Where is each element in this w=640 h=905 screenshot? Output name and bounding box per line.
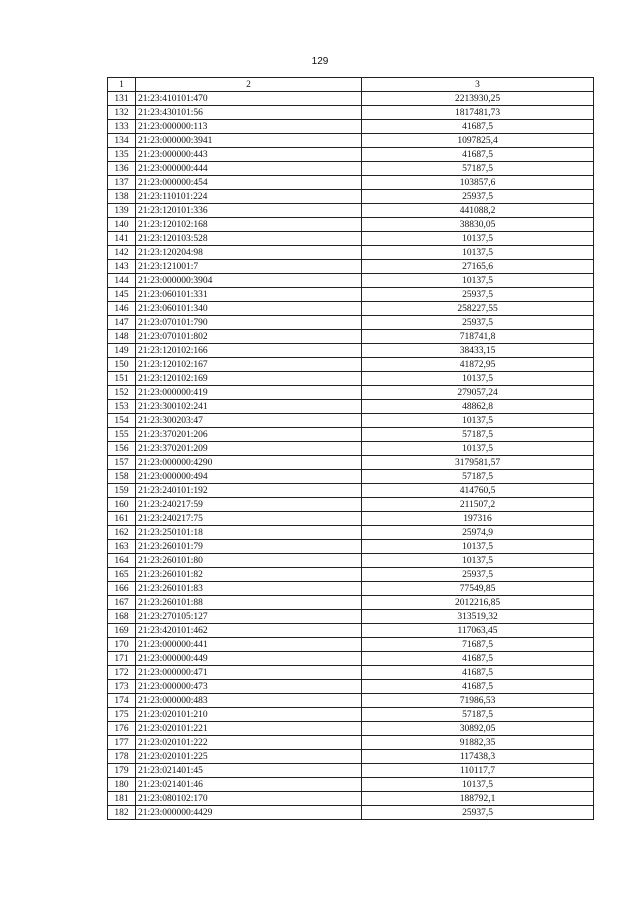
- header-row: [108, 78, 594, 92]
- value-cell: 117438,3: [362, 750, 594, 764]
- cadastral-number-cell: 21:23:080102:170: [136, 792, 362, 806]
- cadastral-number-cell: 21:23:120101:336: [136, 204, 362, 218]
- row-number-cell: 150: [108, 358, 136, 372]
- cadastral-number-cell: 21:23:070101:802: [136, 330, 362, 344]
- value-cell: 10137,5: [362, 554, 594, 568]
- table-row: [108, 176, 594, 190]
- value-cell: 57187,5: [362, 708, 594, 722]
- row-number-cell: 173: [108, 680, 136, 694]
- value-cell: 41687,5: [362, 148, 594, 162]
- table-row: [108, 596, 594, 610]
- table-row: [108, 736, 594, 750]
- cadastral-number-cell: 21:23:021401:46: [136, 778, 362, 792]
- table-row: [108, 400, 594, 414]
- row-number-cell: 132: [108, 106, 136, 120]
- value-cell: 197316: [362, 512, 594, 526]
- value-cell: 25937,5: [362, 190, 594, 204]
- table-row: [108, 260, 594, 274]
- cadastral-number-cell: 21:23:000000:471: [136, 666, 362, 680]
- cadastral-number-cell: 21:23:120102:169: [136, 372, 362, 386]
- row-number-cell: 154: [108, 414, 136, 428]
- table-header: [108, 78, 594, 92]
- row-number-cell: 152: [108, 386, 136, 400]
- row-number-cell: 142: [108, 246, 136, 260]
- table-row: [108, 540, 594, 554]
- row-number-cell: 175: [108, 708, 136, 722]
- cadastral-number-cell: 21:23:410101:470: [136, 92, 362, 106]
- table-row: [108, 190, 594, 204]
- value-cell: 38433,15: [362, 344, 594, 358]
- table-body: [108, 92, 594, 820]
- value-cell: 211507,2: [362, 498, 594, 512]
- table-row: [108, 316, 594, 330]
- value-cell: 25974,9: [362, 526, 594, 540]
- cadastral-number-cell: 21:23:430101:56: [136, 106, 362, 120]
- table-row: [108, 218, 594, 232]
- cadastral-number-cell: 21:23:000000:483: [136, 694, 362, 708]
- cadastral-number-cell: 21:23:260101:79: [136, 540, 362, 554]
- table-row: [108, 106, 594, 120]
- table-row: [108, 442, 594, 456]
- cadastral-number-cell: 21:23:120102:167: [136, 358, 362, 372]
- cadastral-number-cell: 21:23:121001:7: [136, 260, 362, 274]
- row-number-cell: 182: [108, 806, 136, 820]
- value-cell: 91882,35: [362, 736, 594, 750]
- page-number: 129: [311, 56, 329, 67]
- value-cell: 41872,95: [362, 358, 594, 372]
- value-cell: 10137,5: [362, 274, 594, 288]
- value-cell: 10137,5: [362, 372, 594, 386]
- value-cell: 718741,8: [362, 330, 594, 344]
- value-cell: 441088,2: [362, 204, 594, 218]
- value-cell: 71687,5: [362, 638, 594, 652]
- row-number-cell: 165: [108, 568, 136, 582]
- cadastral-number-cell: 21:23:110101:224: [136, 190, 362, 204]
- cadastral-number-cell: 21:23:000000:494: [136, 470, 362, 484]
- row-number-cell: 160: [108, 498, 136, 512]
- value-cell: 10137,5: [362, 540, 594, 554]
- table-row: [108, 568, 594, 582]
- table-row: [108, 512, 594, 526]
- value-cell: 57187,5: [362, 162, 594, 176]
- row-number-cell: 131: [108, 92, 136, 106]
- row-number-cell: 141: [108, 232, 136, 246]
- cadastral-number-cell: 21:23:060101:331: [136, 288, 362, 302]
- value-cell: 117063,45: [362, 624, 594, 638]
- row-number-cell: 134: [108, 134, 136, 148]
- value-cell: 313519,32: [362, 610, 594, 624]
- table-row: [108, 582, 594, 596]
- table-row: [108, 162, 594, 176]
- value-cell: 25937,5: [362, 288, 594, 302]
- table-row: [108, 610, 594, 624]
- table-row: [108, 680, 594, 694]
- row-number-cell: 151: [108, 372, 136, 386]
- cadastral-number-cell: 21:23:000000:449: [136, 652, 362, 666]
- cadastral-number-cell: 21:23:000000:454: [136, 176, 362, 190]
- value-cell: 25937,5: [362, 568, 594, 582]
- table-row: [108, 456, 594, 470]
- value-cell: 10137,5: [362, 442, 594, 456]
- cadastral-number-cell: 21:23:260101:80: [136, 554, 362, 568]
- row-number-cell: 138: [108, 190, 136, 204]
- table-row: [108, 484, 594, 498]
- row-number-cell: 162: [108, 526, 136, 540]
- value-cell: 10137,5: [362, 232, 594, 246]
- row-number-cell: 159: [108, 484, 136, 498]
- table-row: [108, 330, 594, 344]
- cadastral-number-cell: 21:23:020101:225: [136, 750, 362, 764]
- cadastral-number-cell: 21:23:021401:45: [136, 764, 362, 778]
- cadastral-number-cell: 21:23:120102:166: [136, 344, 362, 358]
- cadastral-number-cell: 21:23:270105:127: [136, 610, 362, 624]
- table-row: [108, 526, 594, 540]
- cadastral-number-cell: 21:23:000000:4290: [136, 456, 362, 470]
- row-number-cell: 136: [108, 162, 136, 176]
- cadastral-number-cell: 21:23:000000:3941: [136, 134, 362, 148]
- table-row: [108, 344, 594, 358]
- row-number-cell: 168: [108, 610, 136, 624]
- row-number-cell: 176: [108, 722, 136, 736]
- table-row: [108, 638, 594, 652]
- table-row: [108, 232, 594, 246]
- table-row: [108, 120, 594, 134]
- value-cell: 25937,5: [362, 806, 594, 820]
- row-number-cell: 172: [108, 666, 136, 680]
- row-number-cell: 167: [108, 596, 136, 610]
- row-number-cell: 181: [108, 792, 136, 806]
- value-cell: 30892,05: [362, 722, 594, 736]
- row-number-cell: 164: [108, 554, 136, 568]
- table-row: [108, 778, 594, 792]
- table-row: [108, 414, 594, 428]
- registry-table: [107, 77, 594, 820]
- table-row: [108, 288, 594, 302]
- row-number-cell: 163: [108, 540, 136, 554]
- row-number-cell: 133: [108, 120, 136, 134]
- table-row: [108, 694, 594, 708]
- cadastral-number-cell: 21:23:000000:443: [136, 148, 362, 162]
- table-row: [108, 624, 594, 638]
- table-row: [108, 358, 594, 372]
- table-row: [108, 554, 594, 568]
- value-cell: 103857,6: [362, 176, 594, 190]
- table-row: [108, 792, 594, 806]
- table-row: [108, 428, 594, 442]
- row-number-cell: 135: [108, 148, 136, 162]
- value-cell: 41687,5: [362, 652, 594, 666]
- row-number-cell: 144: [108, 274, 136, 288]
- table-row: [108, 274, 594, 288]
- row-number-cell: 177: [108, 736, 136, 750]
- row-number-cell: 158: [108, 470, 136, 484]
- row-number-cell: 146: [108, 302, 136, 316]
- value-cell: 2012216,85: [362, 596, 594, 610]
- header-col-2: 2: [136, 78, 362, 92]
- value-cell: 57187,5: [362, 470, 594, 484]
- table-row: [108, 204, 594, 218]
- row-number-cell: 179: [108, 764, 136, 778]
- row-number-cell: 171: [108, 652, 136, 666]
- cadastral-number-cell: 21:23:370201:209: [136, 442, 362, 456]
- table-row: [108, 148, 594, 162]
- cadastral-number-cell: 21:23:260101:83: [136, 582, 362, 596]
- value-cell: 10137,5: [362, 778, 594, 792]
- cadastral-number-cell: 21:23:240217:59: [136, 498, 362, 512]
- value-cell: 1817481,73: [362, 106, 594, 120]
- cadastral-number-cell: 21:23:300203:47: [136, 414, 362, 428]
- row-number-cell: 174: [108, 694, 136, 708]
- row-number-cell: 149: [108, 344, 136, 358]
- cadastral-number-cell: 21:23:070101:790: [136, 316, 362, 330]
- cadastral-number-cell: 21:23:020101:210: [136, 708, 362, 722]
- value-cell: 25937,5: [362, 316, 594, 330]
- value-cell: 48862,8: [362, 400, 594, 414]
- cadastral-number-cell: 21:23:240101:192: [136, 484, 362, 498]
- value-cell: 3179581,57: [362, 456, 594, 470]
- table-row: [108, 666, 594, 680]
- cadastral-number-cell: 21:23:120204:98: [136, 246, 362, 260]
- row-number-cell: 143: [108, 260, 136, 274]
- table-row: [108, 246, 594, 260]
- value-cell: 10137,5: [362, 414, 594, 428]
- table-row: [108, 302, 594, 316]
- cadastral-number-cell: 21:23:300102:241: [136, 400, 362, 414]
- value-cell: 188792,1: [362, 792, 594, 806]
- row-number-cell: 139: [108, 204, 136, 218]
- row-number-cell: 156: [108, 442, 136, 456]
- value-cell: 71986,53: [362, 694, 594, 708]
- row-number-cell: 147: [108, 316, 136, 330]
- table-row: [108, 470, 594, 484]
- row-number-cell: 169: [108, 624, 136, 638]
- table-row: [108, 652, 594, 666]
- cadastral-number-cell: 21:23:420101:462: [136, 624, 362, 638]
- value-cell: 27165,6: [362, 260, 594, 274]
- cadastral-number-cell: 21:23:260101:82: [136, 568, 362, 582]
- cadastral-number-cell: 21:23:000000:444: [136, 162, 362, 176]
- table-row: [108, 708, 594, 722]
- value-cell: 77549,85: [362, 582, 594, 596]
- value-cell: 1097825,4: [362, 134, 594, 148]
- row-number-cell: 166: [108, 582, 136, 596]
- header-col-3: 3: [362, 78, 594, 92]
- row-number-cell: 137: [108, 176, 136, 190]
- cadastral-number-cell: 21:23:000000:473: [136, 680, 362, 694]
- row-number-cell: 140: [108, 218, 136, 232]
- table-row: [108, 92, 594, 106]
- cadastral-number-cell: 21:23:120102:168: [136, 218, 362, 232]
- table-row: [108, 498, 594, 512]
- row-number-cell: 145: [108, 288, 136, 302]
- cadastral-number-cell: 21:23:240217:75: [136, 512, 362, 526]
- table-row: [108, 372, 594, 386]
- value-cell: 41687,5: [362, 680, 594, 694]
- table-row: [108, 134, 594, 148]
- cadastral-number-cell: 21:23:000000:113: [136, 120, 362, 134]
- cadastral-number-cell: 21:23:260101:88: [136, 596, 362, 610]
- cadastral-number-cell: 21:23:060101:340: [136, 302, 362, 316]
- row-number-cell: 161: [108, 512, 136, 526]
- row-number-cell: 148: [108, 330, 136, 344]
- table-row: [108, 750, 594, 764]
- cadastral-number-cell: 21:23:250101:18: [136, 526, 362, 540]
- table-row: [108, 806, 594, 820]
- row-number-cell: 170: [108, 638, 136, 652]
- row-number-cell: 178: [108, 750, 136, 764]
- cadastral-number-cell: 21:23:120103:528: [136, 232, 362, 246]
- header-col-1: 1: [108, 78, 136, 92]
- cadastral-number-cell: 21:23:000000:4429: [136, 806, 362, 820]
- value-cell: 41687,5: [362, 120, 594, 134]
- table-row: [108, 386, 594, 400]
- cadastral-number-cell: 21:23:370201:206: [136, 428, 362, 442]
- value-cell: 279057,24: [362, 386, 594, 400]
- row-number-cell: 157: [108, 456, 136, 470]
- value-cell: 10137,5: [362, 246, 594, 260]
- row-number-cell: 180: [108, 778, 136, 792]
- cadastral-number-cell: 21:23:000000:3904: [136, 274, 362, 288]
- row-number-cell: 153: [108, 400, 136, 414]
- value-cell: 38830,05: [362, 218, 594, 232]
- value-cell: 258227,55: [362, 302, 594, 316]
- cadastral-number-cell: 21:23:020101:221: [136, 722, 362, 736]
- cadastral-number-cell: 21:23:020101:222: [136, 736, 362, 750]
- value-cell: 2213930,25: [362, 92, 594, 106]
- cadastral-number-cell: 21:23:000000:419: [136, 386, 362, 400]
- table-row: [108, 764, 594, 778]
- cadastral-number-cell: 21:23:000000:441: [136, 638, 362, 652]
- value-cell: 414760,5: [362, 484, 594, 498]
- value-cell: 110117,7: [362, 764, 594, 778]
- value-cell: 57187,5: [362, 428, 594, 442]
- value-cell: 41687,5: [362, 666, 594, 680]
- row-number-cell: 155: [108, 428, 136, 442]
- table-row: [108, 722, 594, 736]
